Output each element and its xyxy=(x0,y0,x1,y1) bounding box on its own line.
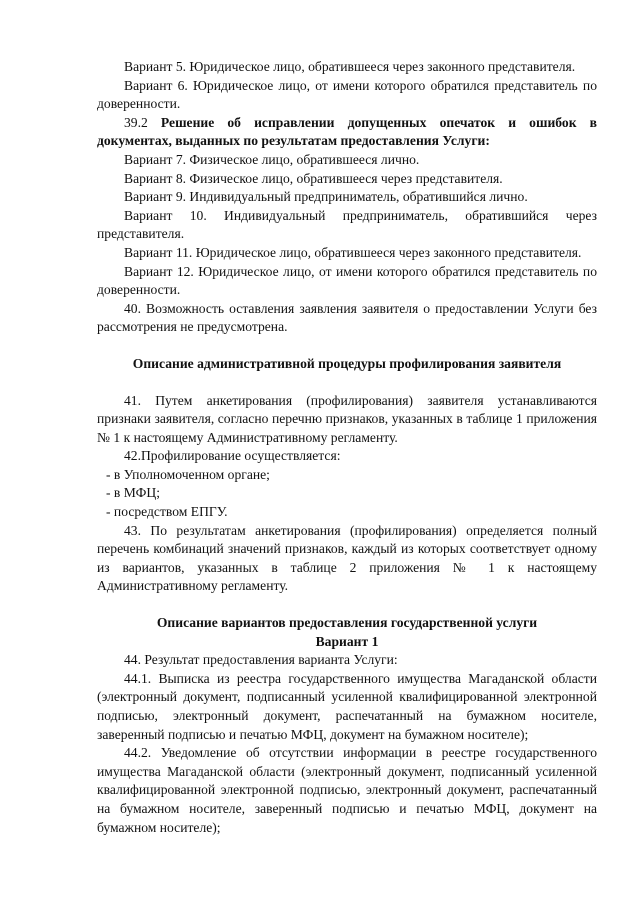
clause-39-2-number: 39.2 xyxy=(124,114,148,130)
clause-40-paragraph: 40. Возможность оставления заявления заявителя о предоставлении Услуги без рассмотрения не предусмотрена. xyxy=(97,300,597,335)
spacer xyxy=(97,374,597,392)
document-page xyxy=(97,58,597,837)
list-item-mfc: - в МФЦ; xyxy=(106,485,160,501)
clause-44-2-paragraph: 44.2. Уведомление об отсутствии информации в реестре государственного имущества Магаданской области (электронный документ, подписанный усиленной квалифицированной электронной подписью, электронный документ, распечатанный на бумажном носителе, заверенный подписью и печатью МФЦ, документ на бумажном носителе); xyxy=(97,745,597,835)
clause-42-paragraph: 42.Профилирование осуществляется: xyxy=(124,448,341,464)
variant-10-paragraph: Вариант 10. Индивидуальный предприниматель, обратившийся через представителя. xyxy=(97,207,597,242)
clause-39-2-paragraph xyxy=(97,114,597,151)
variant-7-paragraph: Вариант 7. Физическое лицо, обратившееся лично. xyxy=(124,151,420,167)
list-item-epgu: - посредством ЕПГУ. xyxy=(106,504,228,520)
variant-8-paragraph: Вариант 8. Физическое лицо, обратившееся через представителя. xyxy=(124,170,503,186)
profiling-section-heading: Описание административной процедуры профилирования заявителя xyxy=(132,355,562,371)
clause-43-paragraph: 43. По результатам анкетирования (профилирования) определяется полный перечень комбинаций значений признаков, каждый из которых соответствует одному из вариантов, указанных в таблице 2 приложения № 1 к настоящему Административному регламенту. xyxy=(97,522,597,594)
clause-44-1-paragraph: 44.1. Выписка из реестра государственного имущества Магаданской области (электронный документ, подписанный усиленной квалифицированной электронной подписью, электронный документ, распечатанный на бумажном носителе, заверенный подписью и печатью МФЦ, документ на бумажном носителе); xyxy=(97,670,597,742)
variant-6-paragraph: Вариант 6. Юридическое лицо, от имени которого обратился представитель по доверенности. xyxy=(97,77,597,112)
variant-9-paragraph: Вариант 9. Индивидуальный предприниматель, обратившийся лично. xyxy=(124,189,528,205)
clause-44-paragraph: 44. Результат предоставления варианта Услуги: xyxy=(124,652,398,668)
clause-39-2-heading: Решение об исправлении допущенных опечаток и ошибок в документах, выданных по результатам предоставления Услуги: xyxy=(97,114,597,149)
variants-section-heading: Описание вариантов предоставления государственной услуги xyxy=(156,615,538,631)
spacer xyxy=(97,596,597,614)
variant-12-paragraph: Вариант 12. Юридическое лицо, от имени которого обратился представитель по доверенности. xyxy=(97,263,597,298)
spacer xyxy=(97,337,597,355)
variant-11-paragraph: Вариант 11. Юридическое лицо, обратившееся через законного представителя. xyxy=(124,244,582,260)
variant-1-heading: Вариант 1 xyxy=(315,633,379,649)
variant-5-paragraph: Вариант 5. Юридическое лицо, обратившееся через законного представителя. xyxy=(124,59,576,74)
clause-41-paragraph: 41. Путем анкетирования (профилирования) заявителя устанавливаются признаки заявителя, согласно перечню признаков, указанных в таблице 1 приложения № 1 к настоящему Административному регламенту. xyxy=(97,392,597,445)
list-item-authorized-body: - в Уполномоченном органе; xyxy=(106,466,270,482)
